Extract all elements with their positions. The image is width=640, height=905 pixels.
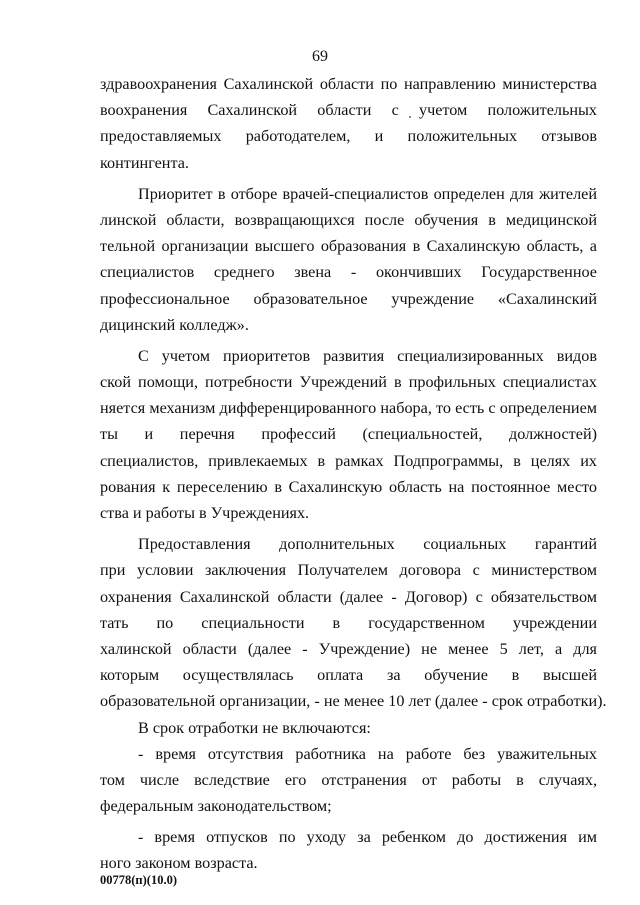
paragraph bbox=[100, 824, 597, 876]
paragraph-line: няется механизм дифференцированного набора, то есть с определением bbox=[100, 399, 597, 418]
paragraph bbox=[100, 343, 597, 526]
paragraph-line: линской области, возвращающихся после обучения в медицинской bbox=[100, 210, 597, 229]
paragraph-line: дицинский колледж». bbox=[100, 315, 249, 334]
paragraph-line: ного законом возраста. bbox=[100, 854, 258, 873]
paragraph-line: федеральным законодательством; bbox=[100, 797, 332, 816]
paragraph-line: халинской области (далее - Учреждение) не менее 5 лет, а для bbox=[100, 639, 597, 658]
page-number: 69 bbox=[312, 48, 328, 65]
paragraph-line: контингента. bbox=[100, 153, 189, 172]
paragraph bbox=[100, 741, 597, 820]
paragraph-line: тельной организации высшего образования в Сахалинскую область, а bbox=[100, 237, 597, 256]
paragraph-line: воохранения Сахалинской области с учетом положительных bbox=[100, 101, 597, 120]
paragraph-line: - время отсутствия работника на работе без уважительных bbox=[138, 744, 597, 763]
paragraph bbox=[100, 181, 597, 338]
paragraph-line: ской помощи, потребности Учреждений в профильных специалистах bbox=[100, 373, 597, 392]
paragraph-line: Предоставления дополнительных социальных гарантий bbox=[138, 535, 597, 554]
paragraph-line: при условии заключения Получателем договора с министерством bbox=[100, 561, 597, 580]
document-footer-code: 00778(п)(10.0) bbox=[100, 873, 177, 887]
paragraph-line: которым осуществлялась оплата за обучение в высшей bbox=[100, 666, 597, 685]
paragraph-line: С учетом приоритетов развития специализированных видов bbox=[138, 346, 597, 365]
paragraph-line: здравоохранения Сахалинской области по направлению министерства bbox=[100, 75, 597, 93]
paragraph-line: рования к переселению в Сахалинскую область на постоянное место bbox=[100, 477, 597, 496]
paragraph-line: профессиональное образовательное учреждение «Сахалинский bbox=[100, 289, 597, 308]
paragraph-line: охранения Сахалинской области (далее - Договор) с обязательством bbox=[100, 587, 597, 606]
document-body bbox=[100, 71, 607, 877]
paragraph-line: - время отпусков по уходу за ребенком до достижения им bbox=[138, 828, 597, 847]
paragraph-line: ства и работы в Учреждениях. bbox=[100, 504, 310, 522]
paragraph-line: том числе вследствие его отстранения от работы в случаях, bbox=[100, 770, 597, 789]
paragraph-line: ты и перечня профессий (специальностей, должностей) bbox=[100, 425, 597, 444]
paragraph-line: образовательной организации, - не менее 10 лет (далее - срок отработки). bbox=[100, 692, 607, 711]
paragraph-line: тать по специальности в государственном учреждении bbox=[100, 613, 597, 632]
paragraph-line: предоставляемых работодателем, и положительных отзывов bbox=[100, 127, 597, 146]
paragraph-line: Приоритет в отборе врачей-специалистов определен для жителей bbox=[138, 184, 597, 203]
paragraph bbox=[100, 531, 607, 714]
paragraph-line: В срок отработки не включаются: bbox=[138, 718, 371, 737]
paragraph-line: специалистов, привлекаемых в рамках Подпрограммы, в целях их bbox=[100, 451, 597, 470]
paragraph bbox=[100, 715, 597, 741]
paragraph bbox=[100, 71, 597, 176]
paragraph-line: специалистов среднего звена - окончивших Государственное bbox=[100, 263, 597, 282]
